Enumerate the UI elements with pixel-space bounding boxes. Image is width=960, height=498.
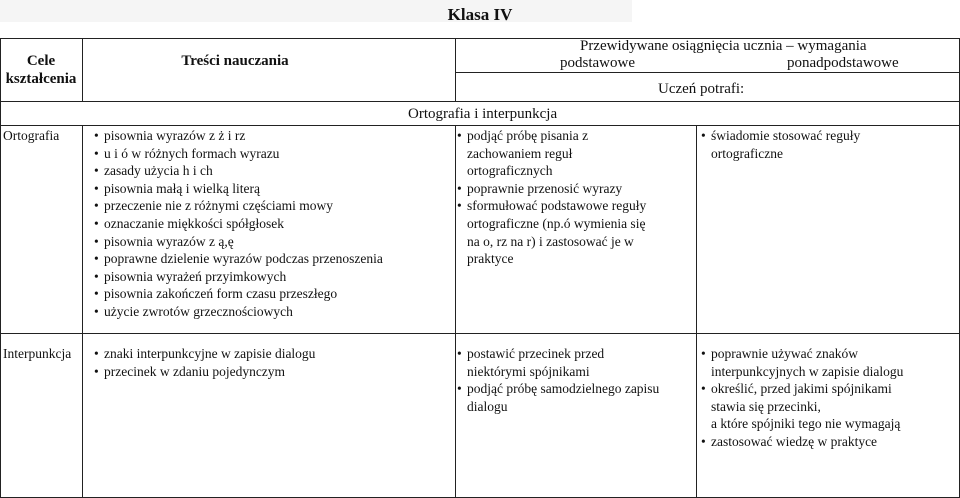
basic-list-interpunkcja	[467, 345, 659, 415]
section-label: Ortografia i interpunkcja	[408, 106, 558, 122]
list-item: ortograficzne (np.ó wymienia się	[467, 215, 646, 231]
list-item: praktyce	[467, 251, 514, 267]
list-item: ortograficznych	[467, 163, 553, 179]
list-item: • poprawnie przenosić wyrazy	[467, 180, 646, 198]
list-item: • u i ó w różnych formach wyrazu	[104, 145, 383, 163]
grid-line	[0, 38, 1, 498]
list-item: zachowaniem reguł	[467, 145, 573, 161]
list-item: interpunkcyjnych w zapisie dialogu	[711, 363, 904, 379]
content-list-ortografia	[104, 127, 383, 321]
header-content: Treści nauczania	[181, 53, 289, 69]
advanced-list-ortografia	[711, 127, 860, 162]
list-item: • pisownia małą i wielką literą	[104, 180, 383, 198]
list-item: • postawić przecinek przed	[467, 345, 659, 363]
header-outcomes: Przewidywane osiągnięcia ucznia – wymagania	[580, 38, 867, 54]
grid-line	[0, 333, 960, 334]
list-item: • podjąć próbę pisania z	[467, 127, 646, 145]
grid-line	[0, 125, 960, 126]
grid-line	[455, 38, 456, 101]
list-item: niektórymi spójnikami	[467, 363, 590, 379]
list-item: • pisownia zakończeń form czasu przeszłego	[104, 285, 383, 303]
list-item: • przeczenie nie z różnymi częściami mowy	[104, 197, 383, 215]
list-item: • poprawnie używać znaków	[711, 345, 903, 363]
grid-line	[455, 72, 960, 73]
header-goals: Cele kształcenia	[5, 53, 77, 87]
list-item: • zastosować wiedzę w praktyce	[711, 433, 903, 451]
grid-line	[455, 125, 456, 498]
list-item: • pisownia wyrażeń przyimkowych	[104, 268, 383, 286]
list-item: • zasady użycia h i ch	[104, 162, 383, 180]
list-item: • podjąć próbę samodzielnego zapisu	[467, 380, 659, 398]
list-item: • użycie zwrotów grzecznościowych	[104, 303, 383, 321]
row-goal-ortografia: Ortografia	[3, 128, 60, 143]
list-item: • świadomie stosować reguły	[711, 127, 860, 145]
advanced-list-interpunkcja	[711, 345, 903, 451]
grid-line	[0, 101, 960, 102]
header-advanced: ponadpodstawowe	[787, 55, 899, 71]
list-item: dialogu	[467, 398, 508, 414]
list-item: • oznaczanie miękkości spółgłosek	[104, 215, 383, 233]
list-item: • pisownia wyrazów z ą,ę	[104, 233, 383, 251]
list-item: • znaki interpunkcyjne w zapisie dialogu	[104, 345, 315, 363]
page-title: Klasa IV	[447, 5, 513, 24]
basic-list-ortografia	[467, 127, 646, 268]
list-item: stawia się przecinki,	[711, 398, 821, 414]
list-item: • przecinek w zdaniu pojedynczym	[104, 363, 315, 381]
list-item: • sformułować podstawowe reguły	[467, 197, 646, 215]
list-item: • pisownia wyrazów z ż i rz	[104, 127, 383, 145]
list-item: na o, rz na r) i zastosować je w	[467, 233, 634, 249]
list-item: • poprawne dzielenie wyrazów podczas przenoszenia	[104, 250, 383, 268]
grid-line	[82, 125, 83, 498]
row-goal-interpunkcja: Interpunkcja	[3, 346, 72, 361]
grid-line	[696, 125, 697, 498]
list-item: a które spójniki tego nie wymagają	[711, 416, 901, 432]
header-student-can: Uczeń potrafi:	[658, 81, 745, 97]
header-basic: podstawowe	[560, 55, 635, 71]
list-item: • określić, przed jakimi spójnikami	[711, 380, 903, 398]
content-list-interpunkcja	[104, 345, 315, 380]
list-item: ortograficzne	[711, 145, 783, 161]
